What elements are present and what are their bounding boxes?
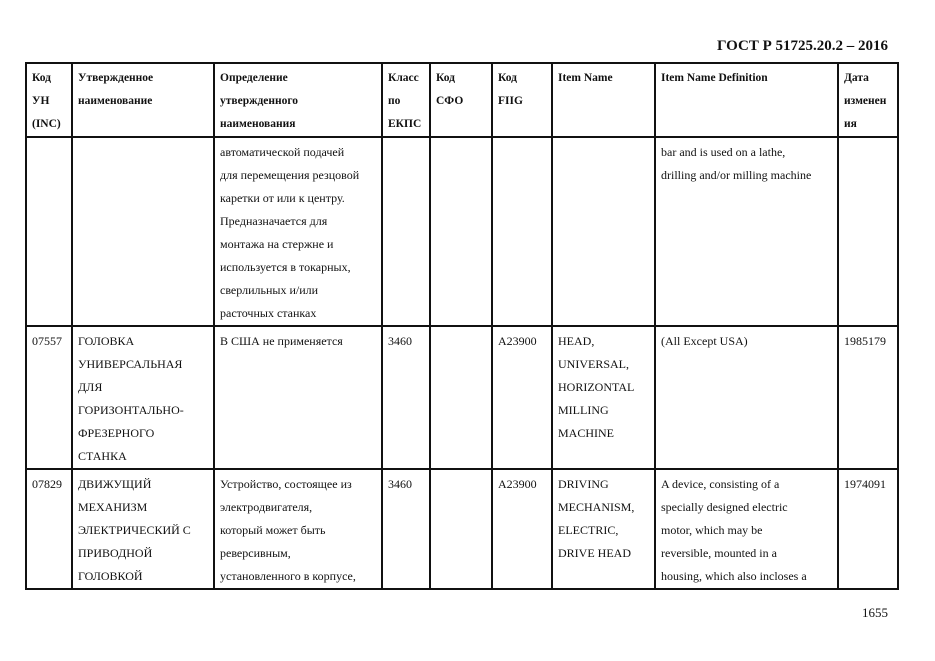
header-inc: Код УН (INC) xyxy=(26,63,72,137)
cell-date: 1974091 xyxy=(838,469,898,589)
table-header-row xyxy=(26,63,898,137)
cell-item-name xyxy=(552,137,655,326)
standard-designation: ГОСТ Р 51725.20.2 – 2016 xyxy=(716,38,888,54)
header-date: Дата изменен ия xyxy=(838,63,898,137)
page-number: 1655 xyxy=(862,605,888,620)
cell-sfo xyxy=(430,469,492,589)
table-row xyxy=(26,469,898,589)
header-item-definition: Item Name Definition xyxy=(655,63,838,137)
header-approved-name: Утвержденное наименование xyxy=(72,63,214,137)
cell-approved-name xyxy=(72,137,214,326)
cell-item-definition: A device, consisting of a specially designed electric motor, which may be reversible, mounted in a housing, which also incloses a xyxy=(655,469,838,589)
cell-inc: 07557 xyxy=(26,326,72,469)
table-row xyxy=(26,137,898,326)
cell-inc xyxy=(26,137,72,326)
cell-class xyxy=(382,137,430,326)
cell-approved-name: ДВИЖУЩИЙ МЕХАНИЗМ ЭЛЕКТРИЧЕСКИЙ С ПРИВОДНОЙ ГОЛОВКОЙ xyxy=(72,469,214,589)
cell-item-name: DRIVING MECHANISM, ELECTRIC, DRIVE HEAD xyxy=(552,469,655,589)
item-registry-table xyxy=(25,62,899,590)
cell-definition: автоматической подачей для перемещения резцовой каретки от или к центру. Предназначается для монтажа на стержне и используется в токарных, сверлильных и/или расточных станках xyxy=(214,137,382,326)
cell-item-definition: bar and is used on a lathe, drilling and/or milling machine xyxy=(655,137,838,326)
cell-inc: 07829 xyxy=(26,469,72,589)
header-sfo: Код СФО xyxy=(430,63,492,137)
cell-fiig: A23900 xyxy=(492,326,552,469)
cell-class: 3460 xyxy=(382,326,430,469)
header-class: Класс по ЕКПС xyxy=(382,63,430,137)
cell-approved-name: ГОЛОВКА УНИВЕРСАЛЬНАЯ ДЛЯ ГОРИЗОНТАЛЬНО- ФРЕЗЕРНОГО СТАНКА xyxy=(72,326,214,469)
header-item-name: Item Name xyxy=(552,63,655,137)
cell-fiig xyxy=(492,137,552,326)
header-definition: Определение утвержденного наименования xyxy=(214,63,382,137)
cell-item-name: HEAD, UNIVERSAL, HORIZONTAL MILLING MACHINE xyxy=(552,326,655,469)
cell-fiig: A23900 xyxy=(492,469,552,589)
cell-definition: В США не применяется xyxy=(214,326,382,469)
cell-item-definition: (All Except USA) xyxy=(655,326,838,469)
cell-definition: Устройство, состоящее из электродвигателя, который может быть реверсивным, установленного в корпусе, xyxy=(214,469,382,589)
cell-class: 3460 xyxy=(382,469,430,589)
cell-date xyxy=(838,137,898,326)
cell-sfo xyxy=(430,137,492,326)
table-row xyxy=(26,326,898,469)
cell-sfo xyxy=(430,326,492,469)
cell-date: 1985179 xyxy=(838,326,898,469)
header-fiig: Код FIIG xyxy=(492,63,552,137)
